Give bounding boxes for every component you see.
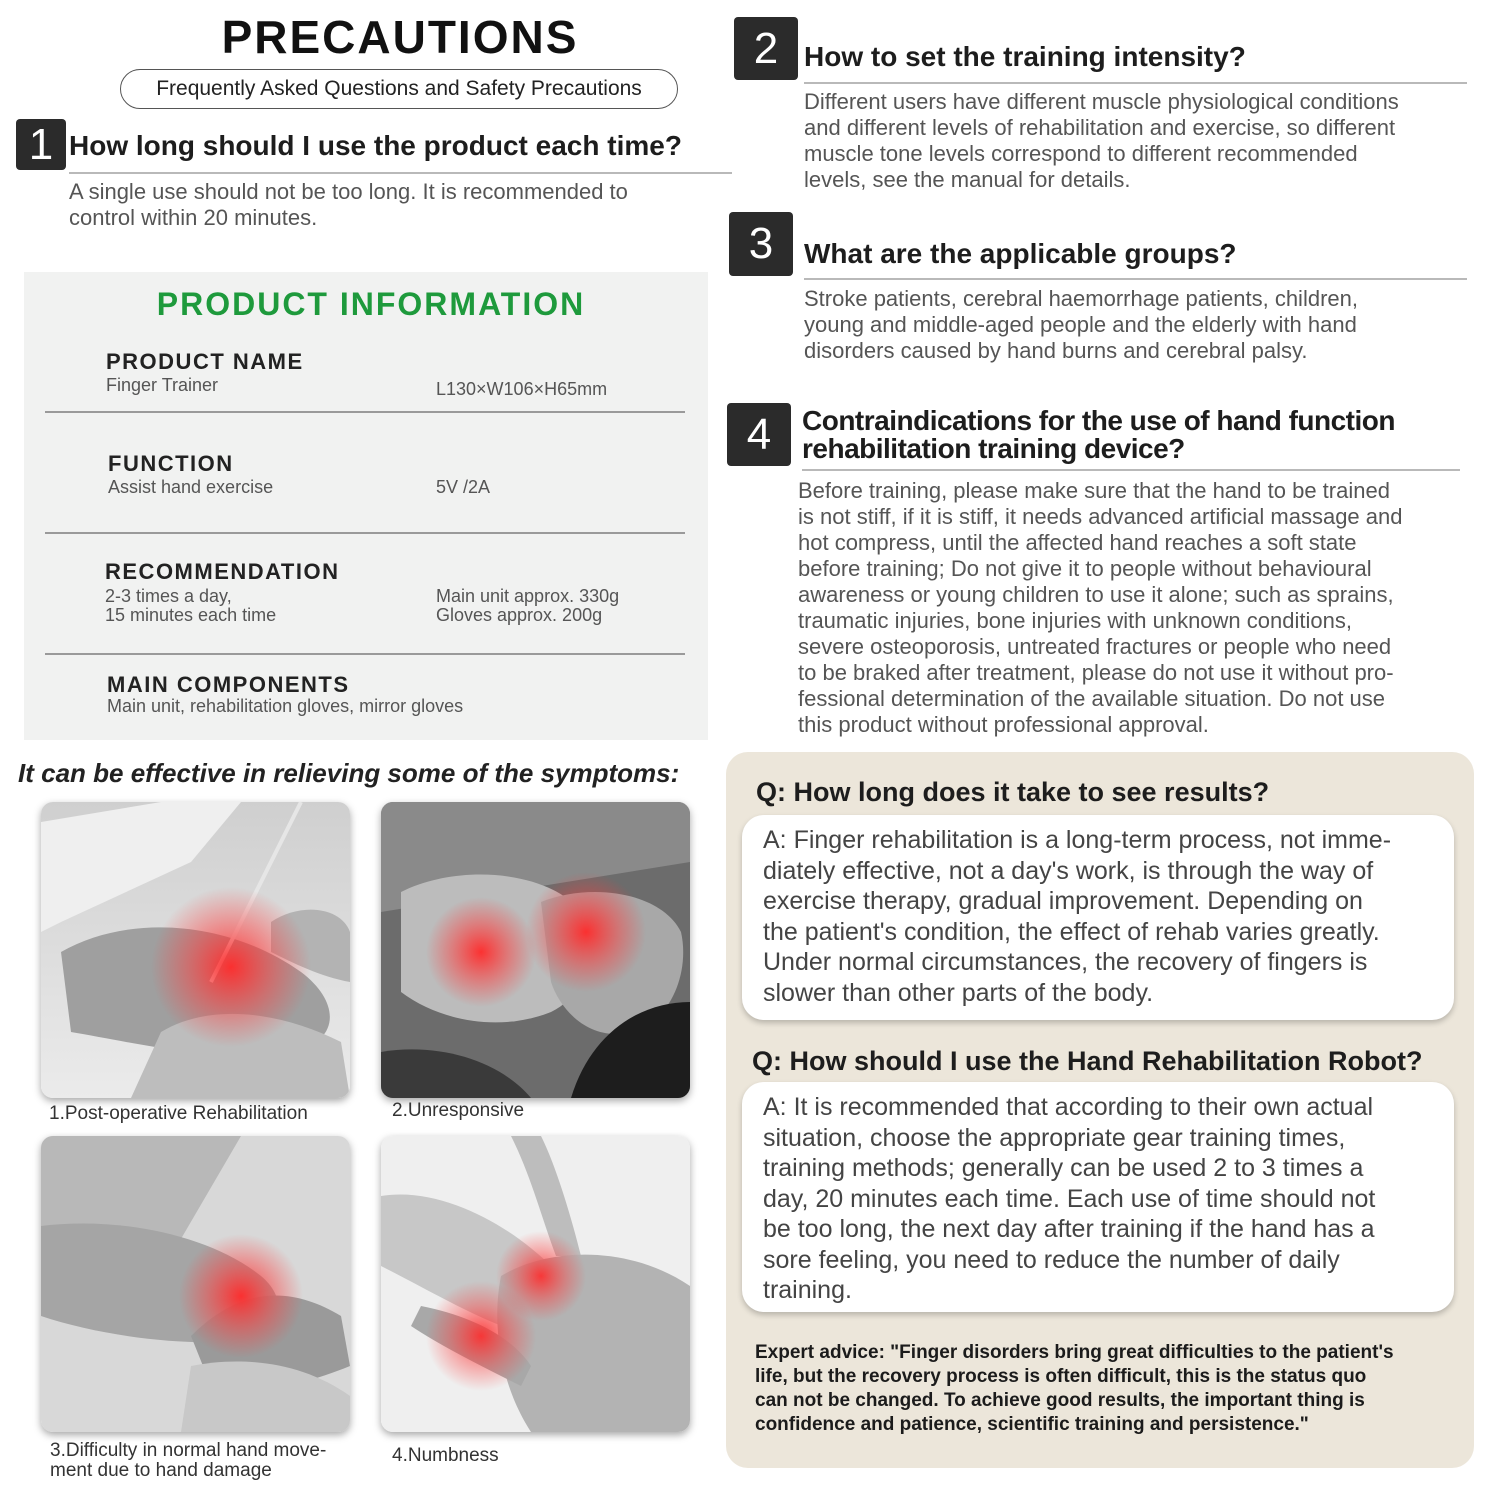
faq-question-1: Q: How long does it take to see results? bbox=[756, 777, 1270, 807]
question-answer: A single use should not be too long. It is recommended to control within 20 minutes. bbox=[69, 179, 628, 230]
faq-answer-2: A: It is recommended that according to their own actual situation, choose the appropriate gear training times, training methods; generally can be used 2 to 3 times a day, 20 minutes each time. Each use of time should not be too long, the next day after training if the hand has a sore feeling, you need to reduce the number of daily training. bbox=[742, 1082, 1454, 1312]
expert-advice: Expert advice: "Finger disorders bring great difficulties to the patient's life, but the recovery process is often difficult, this is the status quo can not be changed. To achieve good results, the important thing is confidence and patience, scientific training and persistence." bbox=[755, 1342, 1394, 1435]
divider bbox=[45, 653, 685, 655]
row-label: PRODUCT NAME bbox=[106, 349, 304, 374]
number-badge: 4 bbox=[727, 403, 791, 466]
faq-question-2: Q: How should I use the Hand Rehabilitation Robot? bbox=[752, 1046, 1423, 1076]
question-answer: Stroke patients, cerebral haemorrhage patients, children, young and middle-aged people and the elderly with hand disorders caused by hand burns and cerebral palsy. bbox=[804, 286, 1358, 363]
question-answer: Different users have different muscle physiological conditions and different levels of rehabilitation and exercise, so different muscle tone levels correspond to different recommended levels, see the manual for details. bbox=[804, 89, 1399, 192]
divider bbox=[45, 411, 685, 413]
symptom-caption-3: 3.Difficulty in normal hand move- ment due to hand damage bbox=[50, 1440, 327, 1481]
numbness-hand-photo bbox=[381, 1136, 690, 1432]
page-title: PRECAUTIONS bbox=[221, 11, 579, 63]
question-heading: What are the applicable groups? bbox=[804, 238, 1237, 269]
symptom-caption-2: 2.Unresponsive bbox=[392, 1100, 525, 1121]
symptoms-heading: It can be effective in relieving some of the symptoms: bbox=[18, 758, 680, 788]
number-badge: 2 bbox=[734, 17, 798, 80]
row-spec: 5V /2A bbox=[436, 477, 491, 497]
divider bbox=[45, 532, 685, 534]
question-heading: How long should I use the product each time? bbox=[69, 130, 682, 161]
page-subtitle: Frequently Asked Questions and Safety Precautions bbox=[120, 69, 678, 109]
row-spec: Main unit approx. 330g Gloves approx. 200g bbox=[436, 586, 620, 625]
symptom-caption-4: 4.Numbness bbox=[392, 1445, 499, 1466]
question-heading: Contraindications for the use of hand function rehabilitation training device? bbox=[802, 405, 1395, 464]
faq-answer-1: A: Finger rehabilitation is a long-term process, not imme- diately effective, not a day's work, is through the way of exercise therapy, gradual improvement. Depending on the patient's condition, the effect of rehab varies greatly. Under normal circumstances, the recovery of fingers is slower than other parts of the body. bbox=[742, 815, 1454, 1020]
row-value: Main unit, rehabilitation gloves, mirror gloves bbox=[107, 696, 464, 716]
question-heading: How to set the training intensity? bbox=[804, 41, 1246, 72]
product-info-panel bbox=[24, 272, 708, 740]
number-badge: 3 bbox=[729, 212, 793, 276]
hand-damage-photo bbox=[41, 1136, 350, 1432]
divider bbox=[69, 172, 732, 174]
question-answer: Before training, please make sure that the hand to be trained is not stiff, if it is stiff, it needs advanced artificial massage and hot compress, until the affected hand reaches a soft state before training; Do not give it to people without behavioural awareness or young children to use it alone; such as sprains, traumatic injuries, bone injuries with unknown conditions, severe osteoporosis, untreated fractures or people who need to be braked after treatment, please do not use it without pro- fessional determination of the available situation. Do not use this product without professional approval. bbox=[798, 478, 1403, 737]
row-label: MAIN COMPONENTS bbox=[107, 672, 350, 697]
row-label: FUNCTION bbox=[108, 451, 234, 476]
row-spec: L130×W106×H65mm bbox=[436, 379, 608, 399]
symptom-caption-1: 1.Post-operative Rehabilitation bbox=[49, 1103, 308, 1124]
row-value: 2-3 times a day, 15 minutes each time bbox=[105, 586, 277, 625]
unresponsive-hands-photo bbox=[381, 802, 690, 1098]
row-label: RECOMMENDATION bbox=[105, 559, 340, 584]
post-operative-hand-photo bbox=[41, 802, 350, 1098]
divider bbox=[804, 278, 1467, 280]
product-info-title: PRODUCT INFORMATION bbox=[156, 286, 586, 322]
row-value: Assist hand exercise bbox=[108, 477, 274, 497]
number-badge: 1 bbox=[16, 119, 66, 170]
divider bbox=[802, 469, 1460, 471]
row-value: Finger Trainer bbox=[106, 375, 219, 395]
divider bbox=[804, 82, 1467, 84]
